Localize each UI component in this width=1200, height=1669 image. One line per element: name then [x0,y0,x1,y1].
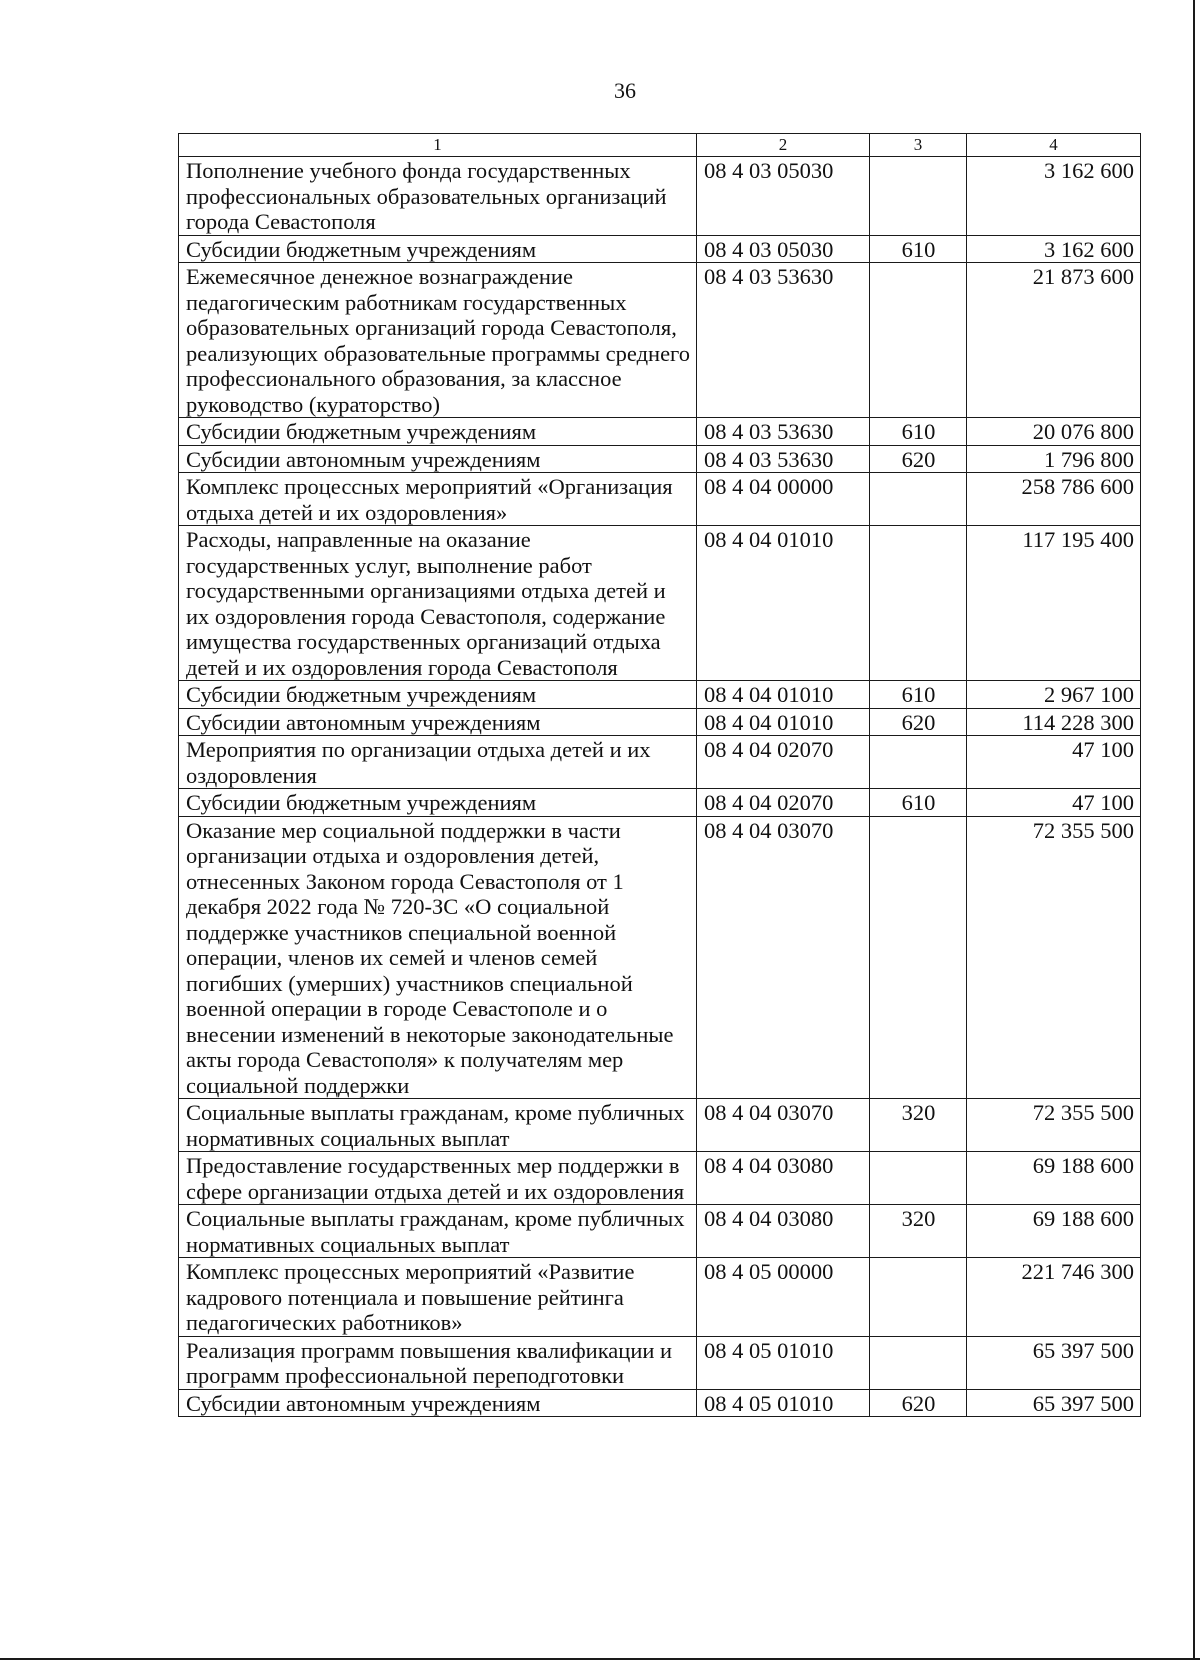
row-amount-cell: 69 188 600 [967,1205,1141,1258]
row-name-cell: Реализация программ повышения квалификации и программ профессиональной переподготовки [179,1336,697,1389]
row-code-cell: 08 4 04 03080 [697,1205,870,1258]
row-name-cell: Социальные выплаты гражданам, кроме публичных нормативных социальных выплат [179,1099,697,1152]
column-header-2: 2 [697,134,870,157]
row-amount-cell: 117 195 400 [967,526,1141,681]
row-kvr-cell [870,263,967,418]
row-kvr-cell [870,736,967,789]
row-amount-cell: 20 076 800 [967,418,1141,446]
table-row [179,263,1141,418]
row-amount-cell: 47 100 [967,736,1141,789]
row-amount-cell: 69 188 600 [967,1152,1141,1205]
row-kvr-cell: 620 [870,445,967,473]
row-kvr-cell [870,526,967,681]
row-code-cell: 08 4 03 53630 [697,445,870,473]
page-border-bottom [0,1658,1200,1660]
row-name-cell: Расходы, направленные на оказание государственных услуг, выполнение работ государственными организациями отдыха детей и их оздоровления города Севастополя, содержание имущества государственных организаций отдыха детей и их оздоровления города Севастополя [179,526,697,681]
row-code-cell: 08 4 03 05030 [697,157,870,236]
row-kvr-cell [870,1336,967,1389]
row-name-cell: Социальные выплаты гражданам, кроме публичных нормативных социальных выплат [179,1205,697,1258]
row-code-cell: 08 4 03 53630 [697,263,870,418]
table-row [179,1258,1141,1337]
row-name-cell: Оказание мер социальной поддержки в части организации отдыха и оздоровления детей, отнесенных Законом города Севастополя от 1 декабря 2022 года № 720-ЗС «О социальной поддержке участников специальной военной операции, членов их семей и членов семей погибших (умерших) участников специальной военной операции в городе Севастополе и о внесении изменений в некоторые законодательные акты города Севастополя» к получателям мер социальной поддержки [179,816,697,1099]
table-row [179,789,1141,817]
row-kvr-cell: 320 [870,1099,967,1152]
row-kvr-cell [870,157,967,236]
row-amount-cell: 3 162 600 [967,235,1141,263]
row-code-cell: 08 4 04 03080 [697,1152,870,1205]
row-name-cell: Субсидии бюджетным учреждениям [179,681,697,709]
row-amount-cell: 72 355 500 [967,1099,1141,1152]
page-number: 36 [614,78,636,103]
row-name-cell: Комплекс процессных мероприятий «Развитие кадрового потенциала и повышение рейтинга педагогических работников» [179,1258,697,1337]
table-row [179,708,1141,736]
row-code-cell: 08 4 04 01010 [697,526,870,681]
row-kvr-cell [870,473,967,526]
column-header-1: 1 [179,134,697,157]
row-code-cell: 08 4 04 02070 [697,789,870,817]
row-kvr-cell [870,816,967,1099]
table-row [179,445,1141,473]
table-row [179,1152,1141,1205]
row-code-cell: 08 4 04 00000 [697,473,870,526]
row-name-cell: Субсидии автономным учреждениям [179,445,697,473]
table-row [179,1205,1141,1258]
row-code-cell: 08 4 04 03070 [697,816,870,1099]
row-kvr-cell [870,1152,967,1205]
row-code-cell: 08 4 04 02070 [697,736,870,789]
table-row [179,1389,1141,1417]
row-kvr-cell: 610 [870,789,967,817]
row-kvr-cell: 610 [870,681,967,709]
row-amount-cell: 2 967 100 [967,681,1141,709]
row-amount-cell: 3 162 600 [967,157,1141,236]
row-name-cell: Субсидии бюджетным учреждениям [179,789,697,817]
row-kvr-cell: 620 [870,1389,967,1417]
row-name-cell: Мероприятия по организации отдыха детей и их оздоровления [179,736,697,789]
table-row [179,473,1141,526]
row-name-cell: Ежемесячное денежное вознаграждение педагогическим работникам государственных образовательных организаций города Севастополя, реализующих образовательные программы среднего профессионального образования, за классное руководство (кураторство) [179,263,697,418]
row-code-cell: 08 4 03 05030 [697,235,870,263]
table-row [179,736,1141,789]
row-amount-cell: 114 228 300 [967,708,1141,736]
table-row [179,157,1141,236]
row-amount-cell: 72 355 500 [967,816,1141,1099]
row-amount-cell: 21 873 600 [967,263,1141,418]
row-name-cell: Пополнение учебного фонда государственных профессиональных образовательных организаций города Севастополя [179,157,697,236]
row-code-cell: 08 4 05 00000 [697,1258,870,1337]
table-header-row [179,134,1141,157]
table-body [179,157,1141,1417]
row-name-cell: Субсидии автономным учреждениям [179,708,697,736]
page-border-right [1193,0,1195,1660]
row-kvr-cell: 610 [870,235,967,263]
row-code-cell: 08 4 03 53630 [697,418,870,446]
row-amount-cell: 1 796 800 [967,445,1141,473]
row-code-cell: 08 4 04 01010 [697,708,870,736]
row-amount-cell: 221 746 300 [967,1258,1141,1337]
table-row [179,1099,1141,1152]
table-row [179,816,1141,1099]
row-kvr-cell: 610 [870,418,967,446]
row-name-cell: Предоставление государственных мер поддержки в сфере организации отдыха детей и их оздоровления [179,1152,697,1205]
table-row [179,681,1141,709]
row-code-cell: 08 4 04 01010 [697,681,870,709]
row-amount-cell: 65 397 500 [967,1336,1141,1389]
table-row [179,1336,1141,1389]
budget-table [178,133,1141,1417]
row-amount-cell: 258 786 600 [967,473,1141,526]
row-code-cell: 08 4 04 03070 [697,1099,870,1152]
table-row [179,418,1141,446]
row-name-cell: Субсидии автономным учреждениям [179,1389,697,1417]
row-name-cell: Субсидии бюджетным учреждениям [179,418,697,446]
row-name-cell: Комплекс процессных мероприятий «Организация отдыха детей и их оздоровления» [179,473,697,526]
row-kvr-cell: 620 [870,708,967,736]
row-name-cell: Субсидии бюджетным учреждениям [179,235,697,263]
row-kvr-cell: 320 [870,1205,967,1258]
table-row [179,235,1141,263]
table-row [179,526,1141,681]
row-amount-cell: 65 397 500 [967,1389,1141,1417]
column-header-4: 4 [967,134,1141,157]
row-kvr-cell [870,1258,967,1337]
row-code-cell: 08 4 05 01010 [697,1336,870,1389]
row-amount-cell: 47 100 [967,789,1141,817]
column-header-3: 3 [870,134,967,157]
row-code-cell: 08 4 05 01010 [697,1389,870,1417]
